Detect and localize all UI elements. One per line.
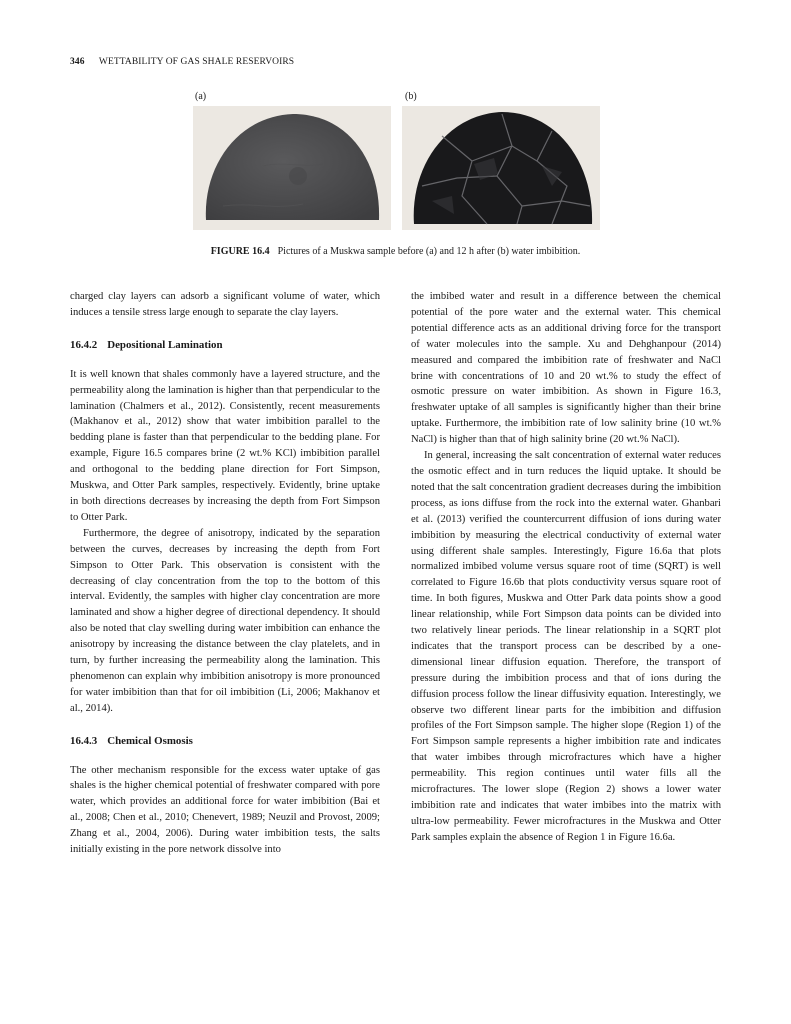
paragraph: charged clay layers can adsorb a significant volume of water, which induces a tensile stress large enough to separate the clay layers. — [70, 291, 380, 318]
section-heading-depositional-lamination — [70, 338, 380, 354]
figure-label: FIGURE 16.4 — [210, 246, 270, 257]
figure-caption — [0, 246, 791, 257]
paragraph: The other mechanism responsible for the excess water uptake of gas shales is the higher chemical potential of freshwater compared with pore water, which provides an additional force for water imbibition (Bai et al., 2008; Chen et al., 2010; Chenevert, 1989; Neuzil and Provost, 2009; Zhang et al., 2004, 2006). During water imbibition tests, the salts initially existing in the pore network dissolve into — [70, 764, 380, 856]
section-number: 16.4.3 — [70, 734, 98, 747]
section-number: 16.4.2 — [70, 338, 98, 351]
figure-caption-text: Pictures of a Muskwa sample before (a) and 12 h after (b) water imbibition. — [277, 246, 581, 257]
running-title: WETTABILITY OF GAS SHALE RESERVOIRS — [98, 57, 295, 67]
section-heading-chemical-osmosis — [70, 734, 380, 750]
page-number: 346 — [70, 57, 85, 67]
paragraph: It is well known that shales commonly have a layered structure, and the permeability along the lamination is higher than that perpendicular to the lamination (Chalmers et al., 2012). Consistently, recent measurements (Makhanov et al., 2012) show that water imbibition parallel to the bedding plane is faster than that perpendicular to the bedding plane. For example, Figure 16.5 compares brine (2 wt.% KCl) imbibition parallel and orthogonal to the bedding plane direction for Fort Simpson, Muskwa, and Otter Park samples, respectively. Evidently, brine uptake in both directions decreases by increasing the depth from Fort Simpson to Otter Park. — [70, 368, 380, 523]
photo-sample-before — [193, 106, 391, 230]
right-column — [411, 289, 721, 846]
paragraph: In general, increasing the salt concentration of external water reduces the osmotic effect and in turn reduces the liquid uptake. It should be noted that the salt concentration gradient decreases during the imbibition process, as ions diffuse from the rock into the external water. Ghanbari et al. (2013) verified the countercurrent diffusion of ions during water imbibition by measuring the electrical conductivity of external water using different shale samples. Interestingly, Figure 16.6a that plots normalized imbibed volume versus square root of time (SQRT) is well correlated to Figure 16.6b that plots conductivity versus square root of time. In both figures, Muskwa and Otter Park data points show a good linear relationship, while Fort Simpson data points can be divided into two relatively linear periods. The linear relationship in a SQRT plot indicates that the transport process can be described by a one-dimensional linear diffusion equation. Therefore, the transport of pressure during the imbibition process and that of ions during the diffusion process follow the linear diffusivity equation. Interestingly, we observe two different linear parts for the imbibition and diffusion profiles of the Fort Simpson sample. The higher slope (Region 1) of the Fort Simpson sample represents a higher imbibition rate and indicates that water imbibes through microfractures which have a higher permeability. This region continues until water fills all the microfractures. The lower slope (Region 2) shows a lower water imbibition rate and indicates that water imbibes into the matrix with ultra-low permeability. Fewer microfractures in the Muskwa and Otter Park samples explain the absence of Region 1 in Figure 16.6a. — [411, 450, 721, 843]
section-title: Chemical Osmosis — [107, 734, 193, 747]
photo-sample-after — [402, 106, 600, 230]
section-title: Depositional Lamination — [107, 338, 223, 351]
paragraph: Furthermore, the degree of anisotropy, indicated by the separation between the curves, decreases by increasing the depth from Fort Simpson to Otter Park. This observation is consistent with the decreasing of clay concentration from the top to the bottom of this interval. Evidently, the samples with higher clay concentration are more laminated and show a higher degree of directional dependency. It should also be noted that clay swelling during water imbibition can enhance the anisotropy by increasing the distance between the clay platelets, and in turn, by further increasing the permeability along the lamination. This phenomenon can explain why imbibition anisotropy is more pronounced for water imbibition than that for oil imbibition (Li, 2006; Makhanov et al., 2014). — [70, 527, 380, 714]
running-head — [70, 57, 294, 67]
left-column — [70, 289, 380, 858]
panel-b-label: (b) — [405, 91, 417, 102]
paragraph: the imbibed water and result in a difference between the chemical potential of the pore water and the external water. This chemical potential difference acts as an additional driving force for the transport of water molecules into the sample. Xu and Dehghanpour (2014) measured and compared the imbibition rate of freshwater and NaCl brine with concentrations of 10 and 20 wt.% to study the effect of osmotic pressure on water imbibition. As shown in Figure 16.3, freshwater uptake of all samples is significantly higher than their brine uptake. Furthermore, the imbibition rate of low salinity brine (10 wt.% NaCl) is higher than that of high salinity brine (20 wt.% NaCl). — [411, 291, 721, 446]
panel-a-label: (a) — [195, 91, 207, 102]
